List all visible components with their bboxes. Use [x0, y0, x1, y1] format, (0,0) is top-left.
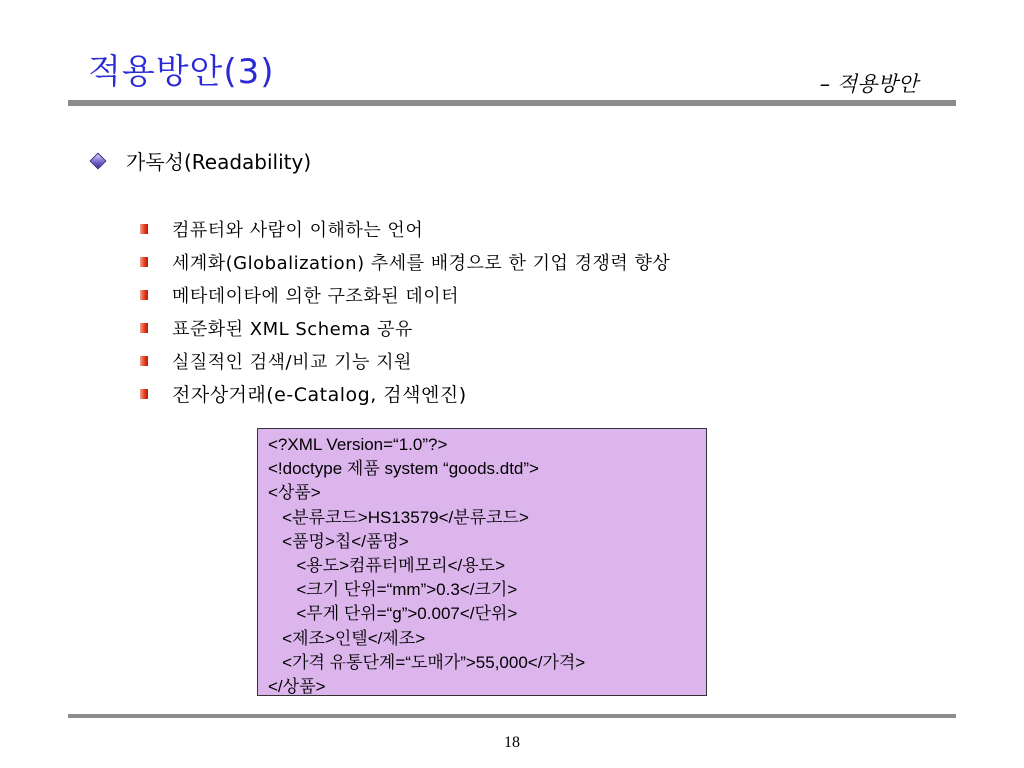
top-divider	[68, 100, 956, 106]
square-bullet-icon	[140, 224, 148, 234]
bullet-item	[140, 311, 670, 344]
bullet-item	[140, 245, 670, 278]
bullet-item	[140, 344, 670, 377]
square-bullet-icon	[140, 290, 148, 300]
level1-text: 가독성(Readability)	[126, 150, 312, 174]
square-bullet-icon	[140, 389, 148, 399]
xml-example-box	[257, 428, 707, 696]
code-line: <크기 단위=“mm”>0.3</크기>	[268, 580, 518, 600]
code-line: <용도>컴퓨터메모리</용도>	[268, 556, 505, 576]
bullet-item	[140, 278, 670, 311]
code-line: <?XML Version=“1.0”?>	[268, 435, 448, 454]
slide-subtitle: – 적용방안	[819, 72, 918, 96]
bullet-item	[140, 212, 670, 245]
level1-bullet	[88, 146, 311, 175]
bullet-item	[140, 377, 670, 410]
slide-title: 적용방안(3)	[88, 52, 275, 92]
code-line: <무게 단위=“g”>0.007</단위>	[268, 604, 518, 624]
code-line: <분류코드>HS13579</분류코드>	[268, 507, 529, 527]
bullet-text: 전자상거래(e-Catalog, 검색엔진)	[172, 384, 467, 406]
diamond-bullet-icon	[90, 152, 107, 169]
square-bullet-icon	[140, 356, 148, 366]
square-bullet-icon	[140, 323, 148, 333]
bullet-text: 세계화(Globalization) 추세를 배경으로 한 기업 경쟁력 향상	[172, 252, 671, 274]
code-line: <제조>인텔</제조>	[268, 628, 426, 648]
bottom-divider	[68, 714, 956, 718]
code-line: <품명>칩</품명>	[268, 531, 409, 551]
code-line: <!doctype 제품 system “goods.dtd”>	[268, 459, 539, 479]
bullet-list	[140, 212, 670, 410]
code-line: </상품>	[268, 677, 326, 697]
bullet-text: 메타데이타에 의한 구조화된 데이터	[172, 285, 459, 307]
bullet-text: 표준화된 XML Schema 공유	[172, 318, 413, 340]
bullet-text: 컴퓨터와 사람이 이해하는 언어	[172, 219, 424, 241]
code-line: <가격 유통단계=“도매가”>55,000</가격>	[268, 652, 586, 672]
bullet-text: 실질적인 검색/비교 기능 지원	[172, 351, 412, 373]
page-number: 18	[504, 734, 520, 751]
square-bullet-icon	[140, 257, 148, 267]
code-line: <상품>	[268, 483, 321, 503]
